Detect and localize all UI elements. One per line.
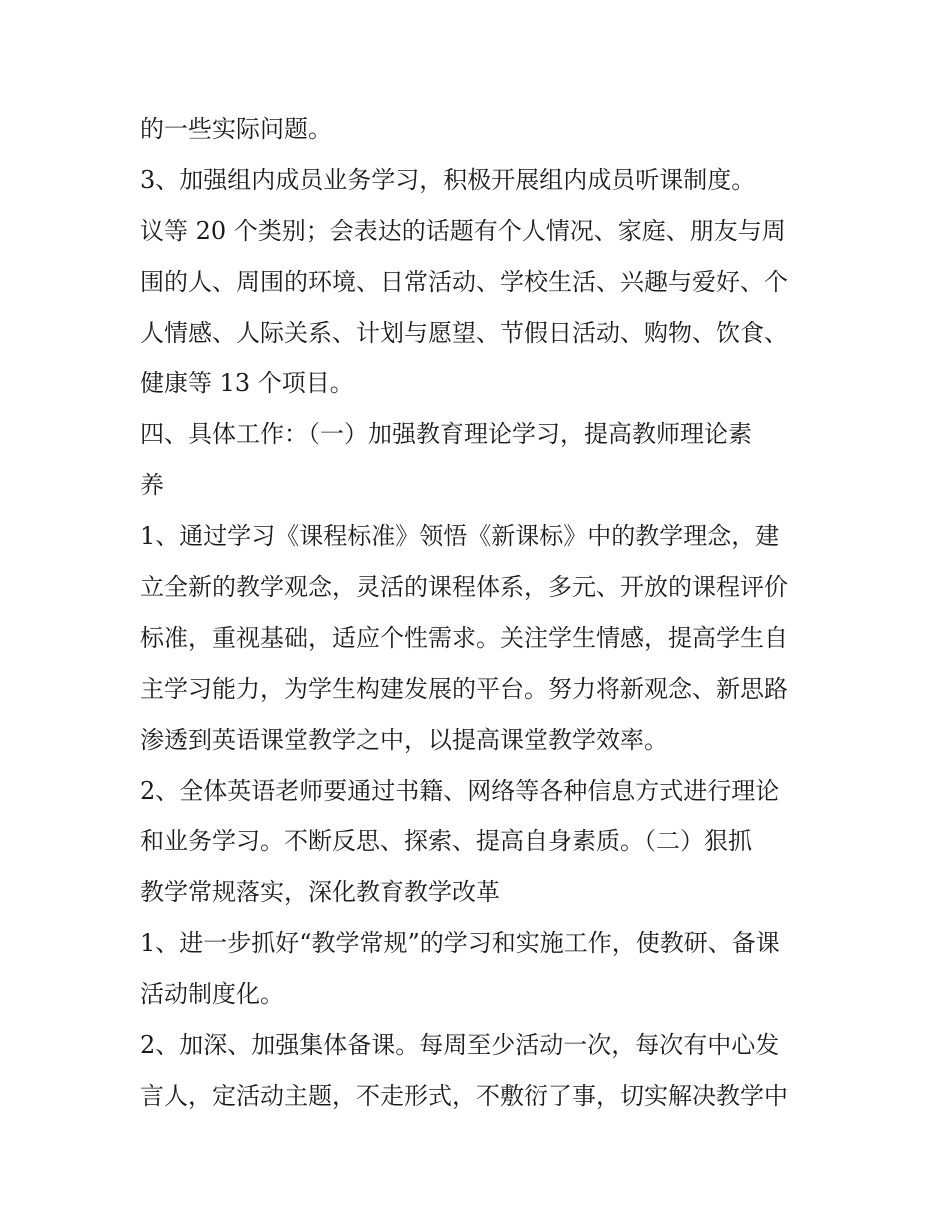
text-line: 围的人、周围的环境、日常活动、学校生活、兴趣与爱好、个 [140, 267, 788, 296]
text-line: 议等 20 个类别；会表达的话题有个人情况、家庭、朋友与周 [140, 216, 786, 245]
section-heading-line: 养 [140, 471, 164, 500]
text-line: 主学习能力，为学生构建发展的平台。努力将新观念、新思路 [140, 674, 788, 703]
text-line: 人情感、人际关系、计划与愿望、节假日活动、购物、饮食、 [140, 318, 788, 347]
text-line: 1、进一步抓好“教学常规”的学习和实施工作，使教研、备课 [140, 929, 780, 958]
text-line: 标准，重视基础，适应个性需求。关注学生情感，提高学生自 [140, 623, 788, 652]
text-line: 教学常规落实，深化教育教学改革 [140, 878, 500, 907]
document-body [140, 104, 820, 1122]
text-line: 和业务学习。不断反思、探索、提高自身素质。（二）狠抓 [140, 827, 752, 856]
section-heading-line: 四、具体工作：（一）加强教育理论学习，提高教师理论素 [140, 420, 752, 449]
text-line: 的一些实际问题。 [140, 115, 332, 143]
text-line: 3、加强组内成员业务学习，积极开展组内成员听课制度。 [140, 165, 756, 194]
text-line: 渗透到英语课堂教学之中，以提高课堂教学效率。 [140, 725, 668, 754]
text-line: 言人，定活动主题，不走形式，不敷衍了事，切实解决教学中 [140, 1081, 788, 1110]
text-line: 2、全体英语老师要通过书籍、网络等各种信息方式进行理论 [140, 776, 780, 805]
text-line: 活动制度化。 [140, 980, 284, 1009]
text-line: 健康等 13 个项目。 [140, 369, 354, 398]
text-line: 1、通过学习《课程标准》领悟《新课标》中的教学理念，建 [140, 522, 780, 551]
text-line: 立全新的教学观念，灵活的课程体系，多元、开放的课程评价 [140, 573, 788, 602]
text-line: 2、加深、加强集体备课。每周至少活动一次，每次有中心发 [140, 1031, 780, 1060]
